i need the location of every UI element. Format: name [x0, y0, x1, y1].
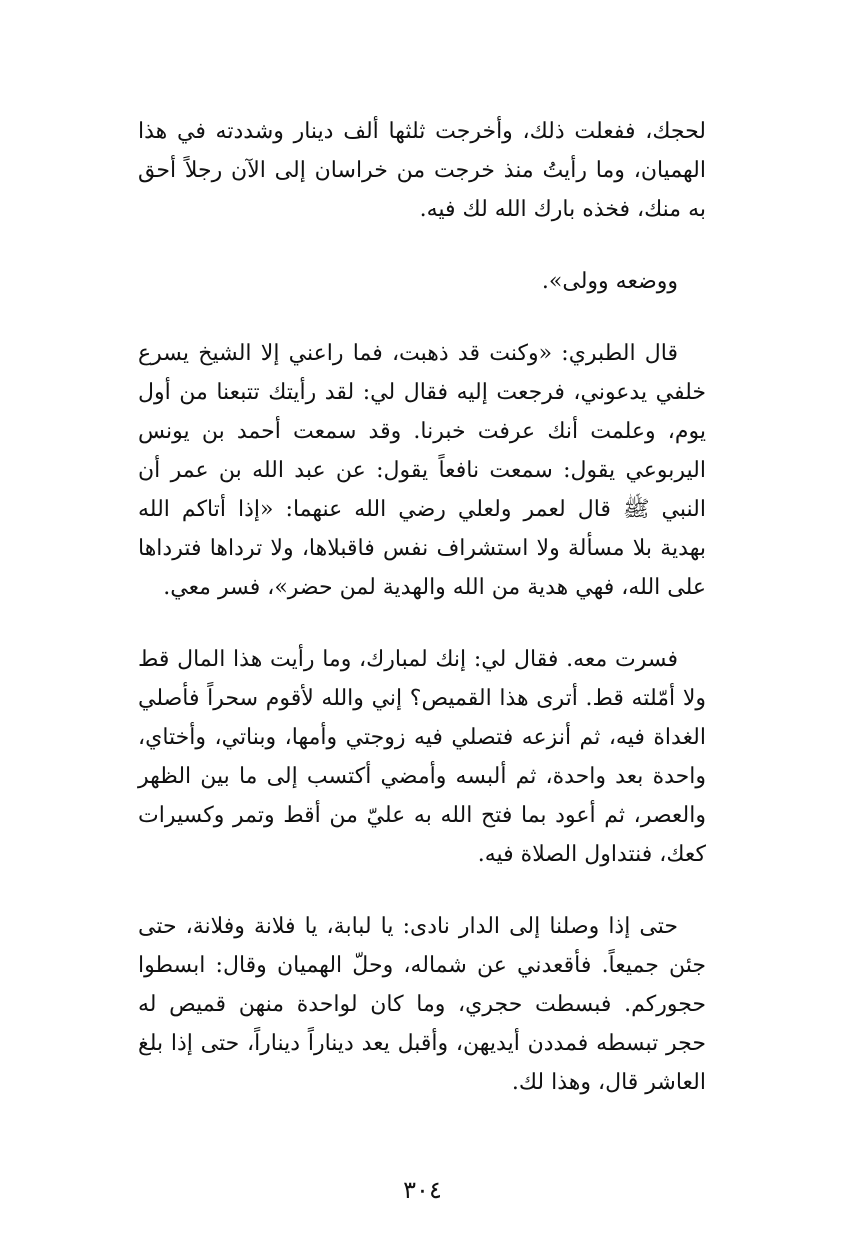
page-number: ٣٠٤	[403, 1176, 442, 1204]
paragraph-1: لحجك، ففعلت ذلك، وأخرجت ثلثها ألف دينار وشددته في هذا الهميان، وما رأيتُ منذ خرجت من خراسان إلى الآن رجلاً أحق به منك، فخذه بارك الله لك فيه.	[138, 119, 706, 222]
paragraph-5: حتى إذا وصلنا إلى الدار نادى: يا لبابة، يا فلانة وفلانة، حتى جئن جميعاً. فأقعدني عن شماله، وحلّ الهميان وقال: ابسطوا حجوركم. فبسطت حجري، وما كان لواحدة منهن قميص له حجر تبسطه فمددن أيديهن، وأقبل يعد ديناراً ديناراً، حتى إذا بلغ العاشر قال، وهذا لك.	[138, 914, 706, 1095]
paragraph-4: فسرت معه. فقال لي: إنك لمبارك، وما رأيت هذا المال قط ولا أمّلته قط. أترى هذا القميص؟ إني والله لأقوم سحراً فأصلي الغداة فيه، ثم أنزعه فتصلي فيه زوجتي وأمها، وبناتي، وأختاي، واحدة بعد واحدة، ثم ألبسه وأمضي أكتسب إلى ما بين الظهر والعصر، ثم أعود بما فتح الله به عليّ من أقط وتمر وكسيرات كعك، فنتداول الصلاة فيه.	[138, 647, 706, 867]
paragraph-2: ووضعه وولى».	[541, 269, 678, 294]
paragraph-3: قال الطبري: «وكنت قد ذهبت، فما راعني إلا الشيخ يسرع خلفي يدعوني، فرجعت إليه فقال لي: لقد رأيتك تتبعنا من أول يوم، وعلمت أنك عرفت خبرنا. وقد سمعت أحمد بن يونس اليربوعي يقول: سمعت نافعاً يقول: عن عبد الله بن عمر أن النبي ﷺ قال لعمر ولعلي رضي الله عنهما: «إذا أتاكم الله بهدية بلا مسألة ولا استشراف نفس فاقبلاها، ولا ترداها فترداها على الله، فهي هدية من الله والهدية لمن حضر»، فسر معي.	[138, 341, 706, 600]
page-body	[138, 112, 706, 1135]
